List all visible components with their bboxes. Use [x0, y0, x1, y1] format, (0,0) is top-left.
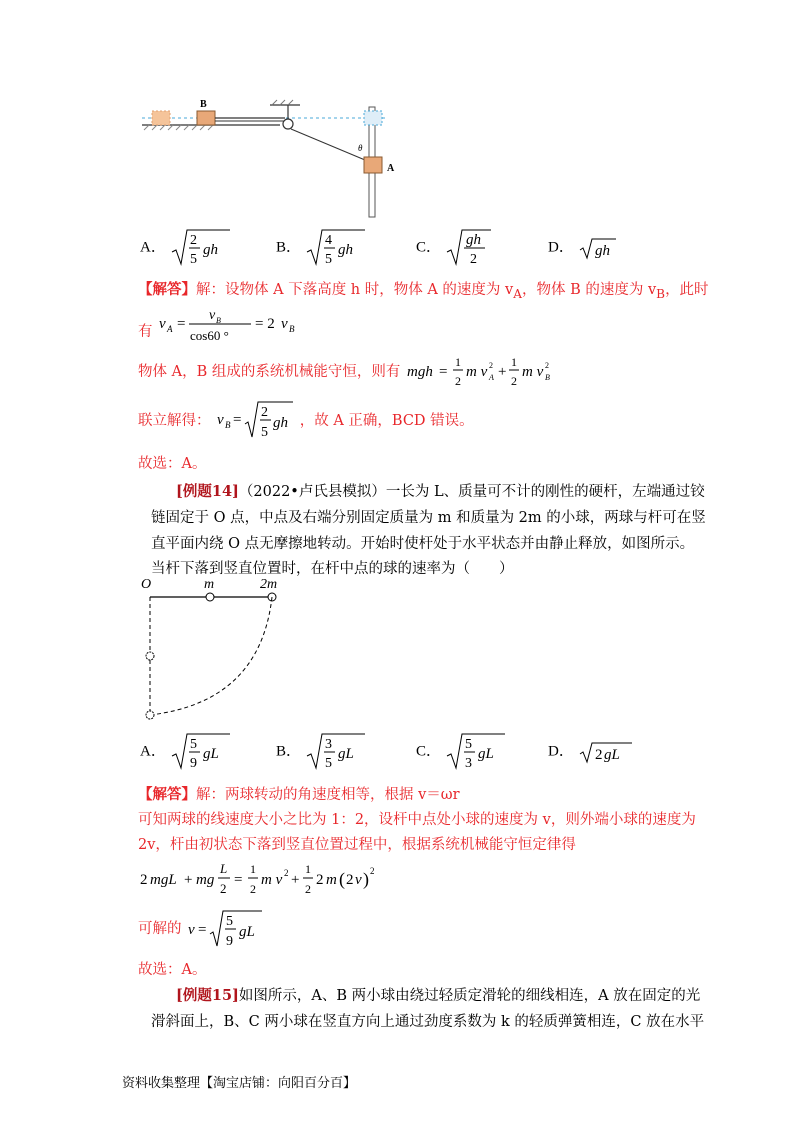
svg-text:gh: gh — [594, 243, 610, 259]
label-m: m — [204, 577, 215, 592]
option-letter: C． — [416, 743, 442, 760]
svg-text:v: v — [355, 872, 362, 888]
svg-text:2: 2 — [189, 233, 197, 248]
svg-text:2: 2 — [488, 361, 493, 370]
svg-text:5: 5 — [189, 737, 197, 752]
q13-option-d[interactable] — [548, 228, 618, 268]
svg-text:2: 2 — [510, 374, 517, 388]
svg-text:1: 1 — [510, 355, 517, 369]
svg-text:2: 2 — [305, 882, 311, 896]
svg-text:=: = — [198, 922, 207, 938]
example-label: [例题15] — [176, 987, 239, 1004]
svg-text:9: 9 — [189, 756, 197, 771]
svg-text:A: A — [488, 373, 494, 382]
svg-text:gh: gh — [337, 242, 353, 258]
svg-text:+: + — [184, 872, 193, 888]
svg-text:= 2: = 2 — [255, 316, 275, 332]
svg-text:): ) — [363, 869, 369, 889]
equation-energy-conservation — [405, 352, 555, 392]
svg-text:m v: m v — [261, 872, 283, 888]
sqrt-gh — [578, 228, 618, 268]
svg-text:1: 1 — [305, 862, 311, 876]
svg-text:gh: gh — [273, 415, 289, 431]
q14-solution-result — [138, 908, 276, 950]
svg-text:2: 2 — [469, 252, 477, 267]
sqrt-four-fifths-gh — [305, 228, 367, 268]
q14-line3: 直平面内绕 O 点无摩擦地转动。开始时使杆处于水平状态并由静止释放，如图所示。 — [151, 536, 695, 552]
text: 有 — [138, 324, 153, 340]
svg-text:B: B — [216, 316, 221, 325]
svg-text:2: 2 — [346, 872, 354, 888]
svg-text:1: 1 — [250, 862, 256, 876]
svg-text:2: 2 — [370, 866, 375, 876]
option-letter: A． — [140, 239, 166, 256]
text: 解：设物体 A 下落高度 h 时，物体 A 的速度为 v — [196, 282, 514, 298]
svg-text:mgh: mgh — [406, 364, 433, 380]
q14-solution-line2: 可知两球的线速度大小之比为 1：2，设杆中点处小球的速度为 v，则外端小球的速度为 — [138, 812, 696, 828]
figure-pulley-system — [140, 95, 400, 220]
sub: B — [656, 286, 666, 301]
option-letter: D． — [548, 743, 574, 760]
sqrt-five-thirds-gl — [445, 732, 507, 772]
text: ，故 A 正确，BCD 错误。 — [299, 413, 474, 429]
svg-text:=: = — [233, 412, 242, 428]
svg-text:9: 9 — [226, 934, 234, 949]
answer-heading: 【解答】 — [138, 281, 196, 298]
sqrt-three-fifths-gl — [305, 732, 367, 772]
option-letter: A． — [140, 743, 166, 760]
q14-line2: 链固定于 O 点，中点及右端分别固定质量为 m 和质量为 2m 的小球，两球与杆可在竖 — [151, 510, 706, 526]
block-b-label: B — [200, 99, 207, 110]
svg-text:m v: m v — [465, 364, 488, 380]
q13-solution-line3 — [138, 352, 555, 392]
svg-text:5: 5 — [261, 425, 269, 440]
q15-line2: 滑斜面上，B、C 两小球在竖直方向上通过劲度系数为 k 的轻质弹簧相连，C 放在水平 — [151, 1014, 705, 1030]
q15-line1 — [176, 984, 700, 1005]
q14-option-c[interactable] — [416, 732, 507, 772]
option-letter: C． — [416, 239, 442, 256]
text: 物体 A，B 组成的系统机械能守恒，则有 — [138, 364, 401, 380]
svg-text:gL: gL — [202, 746, 219, 762]
q14-solution-line1 — [138, 783, 460, 804]
svg-text:3: 3 — [464, 756, 472, 771]
svg-text:v: v — [188, 922, 195, 938]
q14-line1 — [176, 480, 705, 501]
text: 联立解得： — [138, 413, 211, 429]
svg-text:2: 2 — [544, 361, 549, 370]
svg-text:4: 4 — [324, 233, 332, 248]
svg-text:5: 5 — [464, 737, 472, 752]
sub: A — [513, 286, 522, 301]
q14-line4: 当杆下落到竖直位置时，在杆中点的球的速率为（ ） — [151, 561, 514, 577]
svg-text:gL: gL — [477, 746, 494, 762]
q14-solution-equation — [138, 858, 418, 902]
q13-option-b[interactable] — [276, 228, 367, 268]
q13-solution-line4 — [138, 400, 474, 442]
sqrt-two-fifths-gh — [170, 228, 232, 268]
svg-text:5: 5 — [189, 252, 197, 267]
svg-text:5: 5 — [324, 252, 332, 267]
sqrt-2gl — [578, 732, 634, 772]
svg-text:2: 2 — [594, 747, 603, 763]
svg-text:2: 2 — [220, 881, 227, 896]
q13-option-a[interactable] — [140, 228, 232, 268]
sqrt-five-ninths-gl — [170, 732, 232, 772]
svg-text:2: 2 — [284, 868, 289, 878]
answer-heading: 【解答】 — [138, 786, 196, 803]
theta-label: θ — [358, 143, 363, 153]
svg-text:2: 2 — [454, 374, 461, 388]
equation-v-result — [186, 908, 276, 950]
svg-text:gL: gL — [239, 924, 255, 940]
svg-text:gh: gh — [465, 232, 481, 248]
svg-text:mg: mg — [196, 872, 215, 888]
figure-rotating-rod — [135, 572, 295, 722]
equation-energy-rod — [138, 858, 418, 898]
svg-text:v: v — [209, 308, 216, 323]
svg-text:=: = — [234, 872, 243, 888]
page-footer: 资料收集整理【淘宝店铺：向阳百分百】 — [122, 1076, 357, 1091]
example-label: [例题14] — [176, 483, 239, 500]
svg-text:gL: gL — [603, 747, 620, 763]
svg-text:5: 5 — [324, 756, 332, 771]
svg-text:+: + — [291, 872, 300, 888]
option-letter: B． — [276, 239, 302, 256]
svg-text:(: ( — [339, 869, 345, 889]
svg-text:mgL: mgL — [150, 872, 177, 888]
svg-text:B: B — [544, 373, 550, 382]
svg-text:gL: gL — [337, 746, 354, 762]
svg-text:L: L — [220, 861, 228, 876]
q14-option-a[interactable] — [140, 732, 232, 772]
svg-text:2: 2 — [316, 872, 324, 888]
text: ，此时 — [665, 282, 709, 298]
svg-text:2: 2 — [140, 872, 148, 888]
svg-text:=: = — [438, 364, 448, 380]
q14-solution-line3: 2v，杆由初状态下落到竖直位置过程中，根据系统机械能守恒定律得 — [138, 837, 576, 853]
svg-text:2: 2 — [250, 882, 256, 896]
svg-text:v: v — [217, 412, 224, 428]
svg-text:m v: m v — [521, 364, 544, 380]
svg-text:B: B — [289, 324, 295, 334]
svg-text:=: = — [177, 316, 186, 332]
q13-conclusion: 故选：A。 — [138, 456, 207, 472]
svg-text:v: v — [281, 316, 288, 332]
text: （2022•卢氏县模拟）一长为 L、质量可不计的刚性的硬杆，左端通过铰 — [238, 484, 705, 500]
svg-text:v: v — [159, 316, 166, 332]
svg-text:A: A — [167, 324, 173, 334]
svg-text:3: 3 — [324, 737, 332, 752]
equation-va — [157, 304, 317, 344]
text: 解：两球转动的角速度相等，根据 v＝ωr — [196, 787, 460, 803]
option-letter: B． — [276, 743, 302, 760]
svg-text:gh: gh — [202, 242, 218, 258]
svg-text:1: 1 — [454, 355, 461, 369]
option-letter: D． — [548, 239, 574, 256]
q14-conclusion: 故选：A。 — [138, 962, 207, 978]
label-o: O — [141, 577, 152, 592]
text: 如图所示，A、B 两小球由绕过轻质定滑轮的细线相连，A 放在固定的光 — [238, 988, 701, 1004]
block-a-label: A — [387, 163, 395, 174]
q13-option-c[interactable] — [416, 228, 495, 268]
svg-text:cos60 °: cos60 ° — [190, 328, 229, 343]
text: 可解的 — [138, 921, 182, 937]
q14-option-d[interactable] — [548, 732, 634, 772]
svg-text:2: 2 — [261, 405, 269, 420]
svg-text:5: 5 — [226, 914, 234, 929]
text: ，物体 B 的速度为 v — [521, 282, 657, 298]
label-2m: 2m — [260, 577, 278, 592]
q14-option-b[interactable] — [276, 732, 367, 772]
svg-text:m: m — [326, 872, 337, 888]
svg-text:B: B — [225, 420, 231, 430]
equation-vb-result — [215, 400, 295, 442]
q13-solution-line1 — [138, 278, 709, 301]
sqrt-gh-over-2 — [445, 228, 495, 268]
q13-solution-line2 — [138, 304, 317, 344]
svg-text:+: + — [497, 364, 507, 380]
